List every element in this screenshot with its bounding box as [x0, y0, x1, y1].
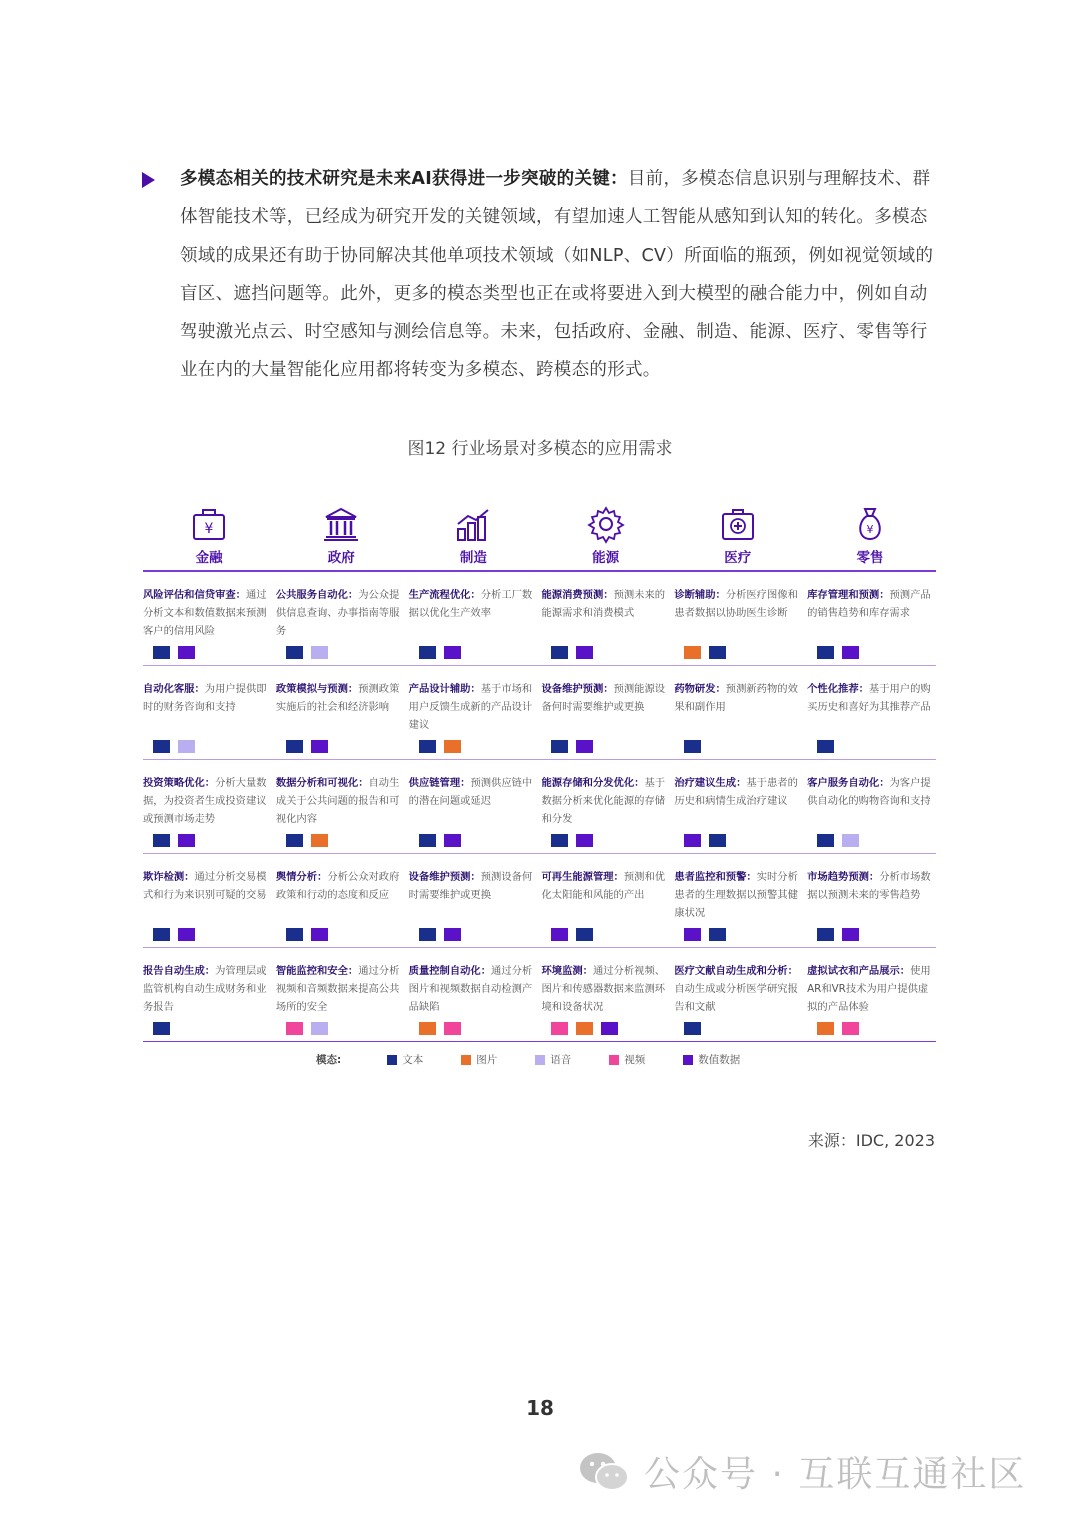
- use-case-desc: 通过分析图片和视频数据自动检测产品缺陷: [408, 965, 533, 1013]
- legend-swatch: [683, 1055, 693, 1065]
- use-case-cell: [803, 948, 936, 1041]
- use-case-cell: [670, 760, 803, 853]
- paragraph-text: [180, 160, 942, 390]
- modality-swatches: [684, 646, 726, 659]
- use-case-desc: 基于市场和用户反馈生成新的产品设计建议: [408, 683, 533, 731]
- use-case-desc: 为管理层或监管机构自动生成财务和业务报告: [143, 965, 267, 1013]
- use-case-title: 生产流程优化：: [408, 589, 481, 601]
- use-case-desc: 预测政策实施后的社会和经济影响: [275, 683, 400, 713]
- use-case-text: [276, 962, 401, 1016]
- modality-swatches: [817, 834, 859, 847]
- legend-item: [461, 1052, 497, 1067]
- bullet-arrow-icon: [142, 172, 155, 188]
- modality-swatch: [178, 740, 195, 753]
- modality-swatches: [153, 834, 195, 847]
- use-case-cell: [272, 948, 405, 1041]
- industry-label: 医疗: [724, 550, 752, 566]
- modality-swatch: [551, 646, 568, 659]
- legend-label: 视频: [624, 1054, 646, 1066]
- industry-header-1: [275, 498, 407, 570]
- use-case-text: [807, 774, 932, 810]
- use-case-text: [143, 774, 268, 828]
- use-case-text: [807, 586, 932, 622]
- modality-swatches: [817, 1022, 859, 1035]
- modality-swatches: [153, 646, 195, 659]
- modality-swatch: [153, 834, 170, 847]
- modality-swatch: [817, 834, 834, 847]
- modality-swatch: [684, 1022, 701, 1035]
- modality-swatch: [286, 928, 303, 941]
- source-note: 来源：IDC, 2023: [807, 1131, 935, 1150]
- use-case-cell: [803, 572, 936, 665]
- use-case-title: 智能监控和安全：: [275, 965, 359, 977]
- use-case-title: 诊断辅助：: [674, 589, 726, 601]
- use-case-cell: [272, 666, 405, 759]
- use-case-title: 舆情分析：: [275, 871, 328, 883]
- svg-text:¥: ¥: [866, 523, 874, 536]
- use-case-desc: 自动生成或分析医学研究报告和文献: [674, 983, 798, 1013]
- use-case-text: [276, 586, 401, 640]
- modality-swatch: [817, 928, 834, 941]
- use-case-title: 数据分析和可视化：: [275, 777, 369, 789]
- use-case-desc: 通过分析交易模式和行为来识别可疑的交易: [143, 871, 267, 901]
- modality-swatch: [842, 834, 859, 847]
- modality-swatch: [817, 1022, 834, 1035]
- modality-swatch: [684, 928, 701, 941]
- modality-swatch: [551, 740, 568, 753]
- modality-swatches: [419, 928, 461, 941]
- svg-text:¥: ¥: [204, 521, 214, 537]
- page-number: 18: [526, 1396, 554, 1420]
- modality-swatch: [311, 1022, 328, 1035]
- modality-swatch: [153, 928, 170, 941]
- use-case-desc: 基于用户的购买历史和喜好为其推荐产品: [807, 683, 931, 713]
- factory-chart-icon: [453, 504, 493, 544]
- use-case-text: [541, 774, 666, 828]
- modality-swatch: [178, 928, 195, 941]
- modality-swatch: [153, 646, 170, 659]
- watermark: [578, 1446, 1026, 1497]
- use-case-desc: 分析公众对政府政策和行动的态度和反应: [275, 871, 400, 901]
- use-case-title: 患者监控和预警：: [674, 871, 757, 883]
- modality-swatch: [419, 834, 436, 847]
- use-case-text: [143, 680, 268, 716]
- modality-swatch: [444, 1022, 461, 1035]
- use-case-text: [807, 680, 932, 716]
- use-case-title: 风险评估和信贷审查：: [143, 589, 246, 601]
- modality-swatch: [601, 1022, 618, 1035]
- use-case-text: [541, 962, 666, 1016]
- use-case-title: 能源消费预测：: [541, 589, 614, 601]
- use-case-text: [409, 962, 534, 1016]
- use-case-title: 欺诈检测：: [143, 871, 195, 883]
- industry-header-row: [143, 498, 936, 572]
- modality-swatches: [419, 646, 461, 659]
- use-case-title: 医疗文献自动生成和分析：: [674, 965, 798, 977]
- industry-label: 制造: [459, 550, 487, 566]
- use-case-cell: [143, 948, 272, 1041]
- legend-items: [387, 1052, 778, 1067]
- table-body: [143, 572, 936, 1042]
- use-case-cell: [143, 854, 272, 947]
- modality-swatches: [551, 834, 593, 847]
- use-case-desc: 基于患者的历史和病情生成治疗建议: [674, 777, 798, 807]
- modality-swatches: [419, 1022, 461, 1035]
- industry-label: 能源: [592, 550, 620, 566]
- use-case-cell: [405, 948, 538, 1041]
- use-case-desc: 通过分析文本和数值数据来预测客户的信用风险: [143, 589, 267, 637]
- use-case-text: [541, 868, 666, 904]
- modality-swatch: [576, 740, 593, 753]
- table-row: [143, 666, 936, 760]
- use-case-desc: 预测产品的销售趋势和库存需求: [807, 589, 931, 619]
- use-case-text: [674, 962, 799, 1016]
- modality-swatches: [286, 834, 328, 847]
- use-case-cell: [537, 854, 670, 947]
- legend-label: 图片: [476, 1054, 498, 1066]
- table-row: [143, 760, 936, 854]
- industry-label: 政府: [327, 550, 355, 566]
- modality-swatch: [444, 928, 461, 941]
- use-case-cell: [272, 854, 405, 947]
- modality-swatches: [551, 1022, 618, 1035]
- use-case-title: 库存管理和预测：: [807, 589, 890, 601]
- modality-swatch: [709, 928, 726, 941]
- use-case-title: 客户服务自动化：: [807, 777, 890, 789]
- modality-swatch: [311, 834, 328, 847]
- use-case-cell: [537, 572, 670, 665]
- modality-swatches: [419, 740, 461, 753]
- industry-modality-table: [143, 498, 936, 1042]
- use-case-desc: 分析工厂数据以优化生产效率: [408, 589, 533, 619]
- use-case-cell: [143, 666, 272, 759]
- modality-swatch: [576, 646, 593, 659]
- use-case-title: 个性化推荐：: [807, 683, 869, 695]
- use-case-desc: 预测能源设备何时需要维护或更换: [541, 683, 666, 713]
- modality-swatch: [153, 1022, 170, 1035]
- use-case-text: [409, 774, 534, 810]
- use-case-text: [674, 868, 799, 922]
- modality-swatch: [419, 646, 436, 659]
- watermark-text: 公众号 · 互联互通社区: [644, 1454, 1027, 1495]
- modality-swatch: [444, 646, 461, 659]
- modality-swatches: [286, 740, 328, 753]
- modality-swatch: [684, 834, 701, 847]
- modality-swatches: [153, 1022, 170, 1035]
- legend-item: [387, 1052, 423, 1067]
- modality-swatch: [444, 834, 461, 847]
- legend-label: 语音: [550, 1054, 572, 1066]
- use-case-text: [674, 680, 799, 716]
- use-case-cell: [143, 760, 272, 853]
- use-case-cell: [670, 948, 803, 1041]
- modality-swatches: [551, 740, 593, 753]
- use-case-cell: [670, 572, 803, 665]
- medical-kit-icon: [718, 504, 758, 544]
- modality-swatch: [444, 740, 461, 753]
- key-point-paragraph: [142, 160, 942, 390]
- modality-swatches: [817, 928, 859, 941]
- legend-swatch: [387, 1055, 397, 1065]
- use-case-text: [409, 868, 534, 904]
- use-case-title: 政策模拟与预测：: [275, 683, 359, 695]
- use-case-cell: [803, 854, 936, 947]
- money-bag-icon: [850, 504, 890, 544]
- use-case-cell: [405, 666, 538, 759]
- modality-swatches: [551, 928, 593, 941]
- use-case-text: [807, 962, 932, 1016]
- use-case-desc: 预测供应链中的潜在问题或延迟: [408, 777, 533, 807]
- modality-swatch: [153, 740, 170, 753]
- gear-icon: [586, 504, 626, 544]
- modality-swatch: [286, 646, 303, 659]
- modality-swatch: [419, 740, 436, 753]
- use-case-cell: [405, 572, 538, 665]
- use-case-text: [143, 962, 268, 1016]
- legend-swatch: [461, 1055, 471, 1065]
- use-case-title: 虚拟试衣和产品展示：: [807, 965, 911, 977]
- modality-swatch: [551, 1022, 568, 1035]
- use-case-desc: 分析市场数据以预测未来的零售趋势: [807, 871, 931, 901]
- wallet-yen-icon: [189, 504, 229, 544]
- industry-header-4: [672, 498, 804, 570]
- legend-label: 数值数据: [698, 1054, 741, 1066]
- use-case-cell: [405, 854, 538, 947]
- modality-swatch: [311, 740, 328, 753]
- use-case-cell: [272, 760, 405, 853]
- use-case-desc: 预测设备何时需要维护或更换: [408, 871, 533, 901]
- use-case-title: 公共服务自动化：: [275, 589, 359, 601]
- legend-item: [683, 1052, 740, 1067]
- legend-label: 文本: [402, 1054, 424, 1066]
- modality-swatch: [842, 646, 859, 659]
- use-case-title: 能源存储和分发优化：: [541, 777, 645, 789]
- modality-swatches: [684, 740, 701, 753]
- use-case-title: 市场趋势预测：: [807, 871, 880, 883]
- modality-swatch: [684, 740, 701, 753]
- modality-swatches: [286, 928, 328, 941]
- use-case-text: [807, 868, 932, 904]
- modality-swatches: [551, 646, 593, 659]
- use-case-text: [541, 680, 666, 716]
- use-case-title: 环境监测：: [541, 965, 593, 977]
- use-case-title: 投资策略优化：: [143, 777, 216, 789]
- modality-swatch: [286, 1022, 303, 1035]
- modality-swatch: [419, 928, 436, 941]
- use-case-cell: [670, 854, 803, 947]
- government-building-icon: [321, 504, 361, 544]
- use-case-title: 治疗建议生成：: [674, 777, 747, 789]
- modality-swatch: [286, 834, 303, 847]
- use-case-text: [409, 680, 534, 734]
- industry-header-2: [407, 498, 539, 570]
- use-case-desc: 使用AR和VR技术为用户提供虚拟的产品体验: [807, 965, 931, 1013]
- modality-swatch: [842, 928, 859, 941]
- modality-swatches: [684, 928, 726, 941]
- modality-swatch: [311, 646, 328, 659]
- modality-swatch: [419, 1022, 436, 1035]
- legend-swatch: [609, 1055, 619, 1065]
- modality-swatch: [842, 1022, 859, 1035]
- use-case-text: [541, 586, 666, 622]
- use-case-title: 产品设计辅助：: [408, 683, 481, 695]
- use-case-title: 自动化客服：: [143, 683, 205, 695]
- modality-swatch: [576, 928, 593, 941]
- modality-swatches: [817, 740, 834, 753]
- modality-swatch: [817, 740, 834, 753]
- modality-swatch: [286, 740, 303, 753]
- modality-swatches: [153, 928, 195, 941]
- industry-header-0: [143, 498, 275, 570]
- industry-label: 零售: [856, 550, 884, 566]
- use-case-title: 报告自动生成：: [143, 965, 216, 977]
- use-case-desc: 基于数据分析来优化能源的存储和分发: [541, 777, 666, 825]
- use-case-text: [143, 868, 268, 904]
- use-case-cell: [670, 666, 803, 759]
- industry-label: 金融: [195, 550, 223, 566]
- use-case-text: [276, 774, 401, 828]
- use-case-cell: [537, 948, 670, 1041]
- legend-swatch: [535, 1055, 545, 1065]
- use-case-desc: 为客户提供自动化的购物咨询和支持: [807, 777, 931, 807]
- use-case-cell: [405, 760, 538, 853]
- legend-item: [535, 1052, 571, 1067]
- modality-swatch: [576, 834, 593, 847]
- modality-swatch: [817, 646, 834, 659]
- modality-swatch: [311, 928, 328, 941]
- use-case-desc: 预测新药物的效果和副作用: [674, 683, 798, 713]
- modality-swatch: [709, 646, 726, 659]
- figure-title: 图12 行业场景对多模态的应用需求: [407, 439, 673, 459]
- use-case-desc: 预测和优化太阳能和风能的产出: [541, 871, 666, 901]
- legend-item: [609, 1052, 645, 1067]
- legend-title: 模态:: [316, 1054, 342, 1066]
- modality-swatches: [684, 834, 726, 847]
- use-case-desc: 预测未来的能源需求和消费模式: [541, 589, 666, 619]
- modality-swatch: [551, 834, 568, 847]
- modality-swatches: [286, 1022, 328, 1035]
- modality-swatches: [817, 646, 859, 659]
- modality-swatches: [684, 1022, 701, 1035]
- use-case-title: 质量控制自动化：: [408, 965, 492, 977]
- use-case-cell: [272, 572, 405, 665]
- use-case-desc: 自动生成关于公共问题的报告和可视化内容: [275, 777, 400, 825]
- use-case-cell: [143, 572, 272, 665]
- modality-swatch: [178, 834, 195, 847]
- industry-header-5: [804, 498, 936, 570]
- modality-swatches: [286, 646, 328, 659]
- table-row: [143, 854, 936, 948]
- use-case-title: 可再生能源管理：: [541, 871, 624, 883]
- use-case-desc: 分析大量数据，为投资者生成投资建议或预测市场走势: [143, 777, 267, 825]
- modality-swatches: [153, 740, 195, 753]
- use-case-desc: 实时分析患者的生理数据以预警其健康状况: [674, 871, 798, 919]
- modality-swatch: [576, 1022, 593, 1035]
- modality-swatch: [709, 834, 726, 847]
- use-case-desc: 通过分析视频和音频数据来提高公共场所的安全: [275, 965, 400, 1013]
- use-case-desc: 为公众提供信息查询、办事指南等服务: [275, 589, 400, 637]
- use-case-desc: 通过分析视频、图片和传感器数据来监测环境和设备状况: [541, 965, 666, 1013]
- use-case-cell: [803, 666, 936, 759]
- paragraph-body: 目前，多模态信息识别与理解技术、群体智能技术等，已经成为研究开发的关键领域，有望加速人工智能从感知到认知的转化。多模态领域的成果还有助于协同解决其他单项技术领域（如NLP、CV）所面临的瓶颈，例如视觉领域的盲区、遮挡问题等。此外，更多的模态类型也正在或将要进入到大模型的融合能力中，例如自动驾驶激光点云、时空感知与测绘信息等。未来，包括政府、金融、制造、能源、医疗、零售等行业在内的大量智能化应用都将转变为多模态、跨模态的形式。: [180, 169, 934, 381]
- use-case-title: 供应链管理：: [408, 777, 471, 789]
- use-case-desc: 为用户提供即时的财务咨询和支持: [143, 683, 267, 713]
- table-row: [143, 948, 936, 1042]
- table-row: [143, 572, 936, 666]
- modality-swatch: [551, 928, 568, 941]
- use-case-cell: [803, 760, 936, 853]
- use-case-text: [674, 774, 799, 810]
- modality-swatch: [178, 646, 195, 659]
- use-case-desc: 分析医疗图像和患者数据以协助医生诊断: [674, 589, 798, 619]
- wechat-icon: [578, 1450, 630, 1494]
- use-case-title: 设备维护预测：: [541, 683, 614, 695]
- use-case-text: [276, 868, 401, 904]
- use-case-cell: [537, 760, 670, 853]
- use-case-cell: [537, 666, 670, 759]
- use-case-text: [276, 680, 401, 716]
- use-case-text: [674, 586, 799, 622]
- modality-swatches: [419, 834, 461, 847]
- paragraph-lead: 多模态相关的技术研究是未来AI获得进一步突破的关键：: [180, 169, 628, 189]
- modality-legend: [316, 1052, 778, 1067]
- use-case-text: [409, 586, 534, 622]
- use-case-text: [143, 586, 268, 640]
- modality-swatch: [684, 646, 701, 659]
- use-case-title: 药物研发：: [674, 683, 726, 695]
- use-case-title: 设备维护预测：: [408, 871, 481, 883]
- industry-header-3: [540, 498, 672, 570]
